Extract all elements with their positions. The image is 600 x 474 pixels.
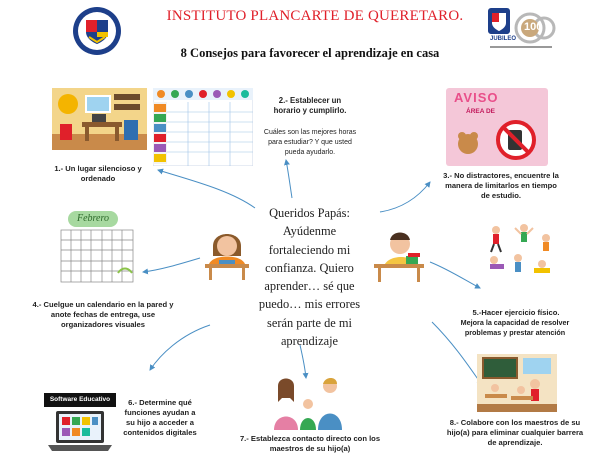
tip-4: 4.- Cuelgue un calendario en la pared y anote fechas de entrega, use organizadores visuales bbox=[32, 300, 174, 329]
software-laptop-image bbox=[44, 393, 116, 453]
arrow-tip-4 bbox=[143, 258, 200, 272]
arrow-tip-5 bbox=[430, 262, 480, 288]
tip-1: 1.- Un lugar silencioso y ordenado bbox=[54, 164, 142, 183]
arrow-tip-6 bbox=[150, 325, 210, 370]
schedule-image bbox=[153, 88, 253, 166]
tip-2: 2.- Establecer un horario y cumplirlo. bbox=[273, 96, 347, 115]
calendar-image bbox=[60, 211, 134, 283]
parent-teacher-image bbox=[268, 376, 352, 430]
calendar-month: Febrero bbox=[68, 211, 118, 227]
ad-title: AVISO bbox=[454, 90, 499, 105]
girl-studying-illustration bbox=[199, 224, 255, 280]
arrow-tip-1 bbox=[158, 170, 255, 208]
center-message: Queridos Papás: Ayúdenme fortaleciendo mi confianza. Quiero aprender… sé que puedo… mis errores serán parte de mi aprendizaje bbox=[258, 206, 361, 349]
quiet-room-image bbox=[52, 88, 147, 150]
tip-7: 7.- Establezca contacto directo con los maestros de su hijo(a) bbox=[239, 434, 381, 453]
no-distractions-image bbox=[446, 88, 548, 166]
tip-5: 5.-Hacer ejercicio físico. bbox=[472, 308, 560, 317]
tip-3: 3.- No distractores, encuentre la manera de limitarlos en tiempo de estudio. bbox=[443, 171, 559, 200]
software-label: Software Educativo bbox=[44, 393, 116, 407]
school-title: INSTITUTO PLANCARTE DE QUERETARO. bbox=[166, 8, 464, 24]
page-subtitle: 8 Consejos para favorecer el aprendizaje en casa bbox=[180, 46, 440, 60]
classroom-image bbox=[477, 354, 557, 412]
arrow-tip-3 bbox=[380, 182, 430, 212]
tip-8: 8.- Colabore con los maestros de su hijo(a) para eliminar cualquier barrera de aprendizaje. bbox=[446, 418, 584, 447]
tip-2-note: Cuáles son las mejores horas para estudiar? Y que usted pueda ayudarlo. bbox=[263, 129, 357, 156]
tip-5-note: Mejora la capacidad de resolver problemas y prestar atención bbox=[460, 318, 570, 337]
ad-area: ÁREA DE bbox=[466, 108, 496, 115]
tip-6: 6.- Determine qué funciones ayudan a su hijo a acceder a contenidos digitales bbox=[123, 398, 197, 437]
jubilee-label: JUBILEO bbox=[490, 36, 517, 42]
jubilee-number: 100 bbox=[524, 21, 543, 33]
boy-studying-illustration bbox=[370, 226, 428, 282]
arrow-tip-2 bbox=[286, 160, 292, 198]
exercise-image bbox=[484, 220, 556, 280]
